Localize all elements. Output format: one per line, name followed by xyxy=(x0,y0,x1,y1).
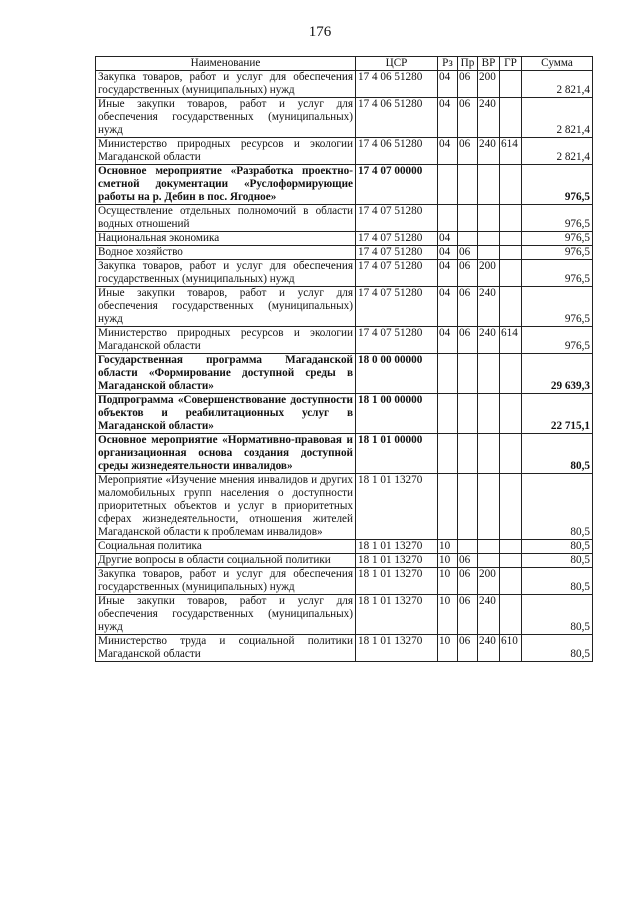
cell-csr: 18 1 01 13270 xyxy=(356,474,438,540)
cell-csr: 17 4 07 51280 xyxy=(356,232,438,246)
cell-pr: 06 xyxy=(458,71,478,98)
cell-gr: 610 xyxy=(500,635,522,662)
cell-rz xyxy=(438,165,458,205)
cell-csr: 18 1 00 00000 xyxy=(356,394,438,434)
cell-name: Осуществление отдельных полномочий в области водных отношений xyxy=(96,205,356,232)
header-rz: Рз xyxy=(438,57,458,71)
table-row xyxy=(96,434,593,474)
header-csr: ЦСР xyxy=(356,57,438,71)
cell-vr: 200 xyxy=(478,71,500,98)
cell-vr: 240 xyxy=(478,138,500,165)
cell-vr xyxy=(478,354,500,394)
cell-pr: 06 xyxy=(458,138,478,165)
cell-rz: 04 xyxy=(438,98,458,138)
cell-pr xyxy=(458,540,478,554)
table-row xyxy=(96,540,593,554)
cell-sum: 80,5 xyxy=(522,434,593,474)
cell-sum: 29 639,3 xyxy=(522,354,593,394)
cell-sum: 80,5 xyxy=(522,595,593,635)
table-row xyxy=(96,474,593,540)
table-row xyxy=(96,354,593,394)
cell-csr: 17 4 06 51280 xyxy=(356,71,438,98)
header-vr: ВР xyxy=(478,57,500,71)
cell-rz xyxy=(438,394,458,434)
cell-sum: 22 715,1 xyxy=(522,394,593,434)
cell-gr xyxy=(500,260,522,287)
cell-vr xyxy=(478,434,500,474)
cell-rz: 04 xyxy=(438,327,458,354)
cell-sum: 2 821,4 xyxy=(522,71,593,98)
cell-pr: 06 xyxy=(458,568,478,595)
cell-gr xyxy=(500,394,522,434)
table-row xyxy=(96,138,593,165)
table-body xyxy=(96,71,593,662)
cell-gr xyxy=(500,568,522,595)
header-name: Наименование xyxy=(96,57,356,71)
cell-pr: 06 xyxy=(458,260,478,287)
cell-vr: 240 xyxy=(478,98,500,138)
cell-sum: 80,5 xyxy=(522,474,593,540)
cell-csr: 17 4 07 51280 xyxy=(356,205,438,232)
table-row xyxy=(96,327,593,354)
cell-csr: 18 1 01 13270 xyxy=(356,554,438,568)
cell-name: Иные закупки товаров, работ и услуг для обеспечения государственных (муниципальных) нужд xyxy=(96,98,356,138)
table-row xyxy=(96,635,593,662)
table-row xyxy=(96,287,593,327)
cell-name: Основное мероприятие «Разработка проектно-сметной документации «Руслоформирующие работы на р. Дебин в пос. Ягодное» xyxy=(96,165,356,205)
cell-vr: 240 xyxy=(478,287,500,327)
cell-gr xyxy=(500,287,522,327)
cell-vr: 240 xyxy=(478,595,500,635)
cell-csr: 18 1 01 13270 xyxy=(356,635,438,662)
cell-gr xyxy=(500,540,522,554)
cell-pr xyxy=(458,434,478,474)
cell-rz xyxy=(438,434,458,474)
cell-gr xyxy=(500,595,522,635)
cell-gr xyxy=(500,474,522,540)
cell-name: Водное хозяйство xyxy=(96,246,356,260)
cell-sum: 976,5 xyxy=(522,287,593,327)
cell-vr: 200 xyxy=(478,260,500,287)
cell-sum: 976,5 xyxy=(522,232,593,246)
cell-rz: 04 xyxy=(438,287,458,327)
cell-rz: 04 xyxy=(438,232,458,246)
budget-table xyxy=(95,56,593,662)
cell-vr xyxy=(478,554,500,568)
cell-rz xyxy=(438,474,458,540)
cell-sum: 80,5 xyxy=(522,554,593,568)
cell-pr xyxy=(458,232,478,246)
cell-rz: 10 xyxy=(438,595,458,635)
cell-name: Закупка товаров, работ и услуг для обеспечения государственных (муниципальных) нужд xyxy=(96,260,356,287)
page-number: 176 xyxy=(308,24,332,40)
cell-pr: 06 xyxy=(458,287,478,327)
cell-pr: 06 xyxy=(458,246,478,260)
cell-vr xyxy=(478,232,500,246)
cell-name: Закупка товаров, работ и услуг для обеспечения государственных (муниципальных) нужд xyxy=(96,71,356,98)
cell-pr xyxy=(458,205,478,232)
cell-sum: 976,5 xyxy=(522,260,593,287)
cell-sum: 976,5 xyxy=(522,327,593,354)
cell-name: Министерство природных ресурсов и экологии Магаданской области xyxy=(96,327,356,354)
cell-csr: 18 1 01 00000 xyxy=(356,434,438,474)
cell-pr: 06 xyxy=(458,98,478,138)
cell-csr: 18 1 01 13270 xyxy=(356,540,438,554)
cell-gr xyxy=(500,434,522,474)
cell-gr xyxy=(500,205,522,232)
cell-name: Основное мероприятие «Нормативно-правовая и организационная основа создания доступной среды жизнедеятельности инвалидов» xyxy=(96,434,356,474)
cell-rz: 10 xyxy=(438,540,458,554)
cell-csr: 17 4 07 51280 xyxy=(356,327,438,354)
table-header-row xyxy=(96,57,593,71)
cell-rz: 04 xyxy=(438,138,458,165)
cell-pr xyxy=(458,474,478,540)
cell-pr: 06 xyxy=(458,327,478,354)
cell-sum: 80,5 xyxy=(522,568,593,595)
cell-gr xyxy=(500,354,522,394)
cell-pr xyxy=(458,394,478,434)
cell-gr xyxy=(500,246,522,260)
cell-rz: 10 xyxy=(438,554,458,568)
cell-rz xyxy=(438,354,458,394)
cell-rz: 10 xyxy=(438,635,458,662)
cell-pr xyxy=(458,165,478,205)
cell-gr xyxy=(500,71,522,98)
cell-vr: 240 xyxy=(478,635,500,662)
cell-sum: 976,5 xyxy=(522,165,593,205)
cell-csr: 17 4 07 51280 xyxy=(356,246,438,260)
table-row xyxy=(96,554,593,568)
cell-gr xyxy=(500,98,522,138)
cell-vr: 240 xyxy=(478,327,500,354)
cell-gr xyxy=(500,232,522,246)
cell-pr: 06 xyxy=(458,635,478,662)
cell-csr: 17 4 06 51280 xyxy=(356,138,438,165)
cell-sum: 2 821,4 xyxy=(522,98,593,138)
cell-pr: 06 xyxy=(458,554,478,568)
cell-vr xyxy=(478,540,500,554)
cell-name: Государственная программа Магаданской области «Формирование доступной среды в Магаданской области» xyxy=(96,354,356,394)
table-row xyxy=(96,71,593,98)
cell-vr xyxy=(478,474,500,540)
cell-csr: 18 0 00 00000 xyxy=(356,354,438,394)
cell-name: Национальная экономика xyxy=(96,232,356,246)
cell-rz: 04 xyxy=(438,246,458,260)
cell-pr: 06 xyxy=(458,595,478,635)
cell-sum: 80,5 xyxy=(522,540,593,554)
cell-vr xyxy=(478,246,500,260)
cell-csr: 18 1 01 13270 xyxy=(356,568,438,595)
cell-pr xyxy=(458,354,478,394)
header-gr: ГР xyxy=(500,57,522,71)
table-row xyxy=(96,98,593,138)
cell-gr xyxy=(500,554,522,568)
cell-rz: 10 xyxy=(438,568,458,595)
cell-gr xyxy=(500,165,522,205)
cell-sum: 80,5 xyxy=(522,635,593,662)
table-row xyxy=(96,205,593,232)
table-row xyxy=(96,232,593,246)
cell-vr xyxy=(478,205,500,232)
cell-rz: 04 xyxy=(438,260,458,287)
header-sum: Сумма xyxy=(522,57,593,71)
cell-sum: 2 821,4 xyxy=(522,138,593,165)
table-row xyxy=(96,246,593,260)
cell-name: Закупка товаров, работ и услуг для обеспечения государственных (муниципальных) нужд xyxy=(96,568,356,595)
cell-name: Социальная политика xyxy=(96,540,356,554)
cell-vr xyxy=(478,394,500,434)
cell-sum: 976,5 xyxy=(522,246,593,260)
budget-table-wrapper xyxy=(95,56,592,662)
cell-name: Мероприятие «Изучение мнения инвалидов и других маломобильных групп населения о доступности приоритетных объектов и услуг в приоритетных сферах жизнедеятельности, отношения жителей Магаданской области к проблемам инвалидов» xyxy=(96,474,356,540)
cell-gr: 614 xyxy=(500,327,522,354)
table-row xyxy=(96,165,593,205)
table-row xyxy=(96,595,593,635)
cell-rz xyxy=(438,205,458,232)
table-row xyxy=(96,394,593,434)
cell-csr: 17 4 07 00000 xyxy=(356,165,438,205)
table-row xyxy=(96,260,593,287)
header-pr: Пр xyxy=(458,57,478,71)
cell-name: Министерство труда и социальной политики Магаданской области xyxy=(96,635,356,662)
cell-csr: 17 4 07 51280 xyxy=(356,260,438,287)
cell-rz: 04 xyxy=(438,71,458,98)
cell-name: Министерство природных ресурсов и экологии Магаданской области xyxy=(96,138,356,165)
table-row xyxy=(96,568,593,595)
cell-gr: 614 xyxy=(500,138,522,165)
cell-csr: 17 4 07 51280 xyxy=(356,287,438,327)
cell-name: Другие вопросы в области социальной политики xyxy=(96,554,356,568)
cell-vr: 200 xyxy=(478,568,500,595)
cell-name: Подпрограмма «Совершенствование доступности объектов и реабилитационных услуг в Магаданской области» xyxy=(96,394,356,434)
cell-csr: 17 4 06 51280 xyxy=(356,98,438,138)
cell-sum: 976,5 xyxy=(522,205,593,232)
cell-csr: 18 1 01 13270 xyxy=(356,595,438,635)
cell-name: Иные закупки товаров, работ и услуг для обеспечения государственных (муниципальных) нужд xyxy=(96,595,356,635)
cell-name: Иные закупки товаров, работ и услуг для обеспечения государственных (муниципальных) нужд xyxy=(96,287,356,327)
cell-vr xyxy=(478,165,500,205)
